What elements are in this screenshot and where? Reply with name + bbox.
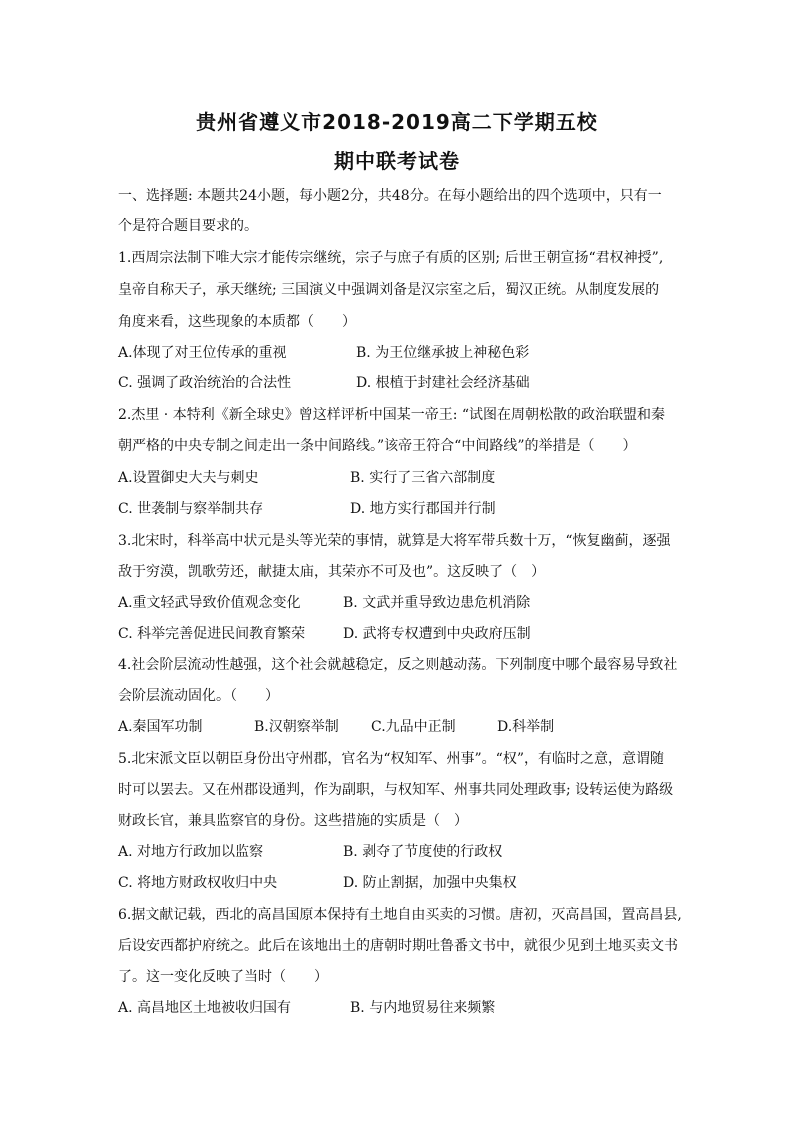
question-6-stem: 后设安西都护府统之。此后在该地出土的唐朝时期吐鲁番文书中，就很少见到土地买卖文书 [118,938,678,954]
question-5-stem: 时可以罢去。又在州郡设通判，作为副职，与权知军、州事共同处理政事; 设转运使为路级 [118,782,674,798]
question-2-option-c: C. 世袭制与察举制共存 [118,501,264,517]
question-3-option-b: B. 文武并重导致边患危机消除 [343,595,531,611]
question-2-option-a: A.设置御史大夫与刺史 [118,470,259,486]
question-6-option-a: A. 高昌地区土地被收归国有 [118,1000,292,1016]
question-4-stem: 会阶层流动固化。（ ） [118,688,279,704]
question-5-option-d: D. 防止割据，加强中央集权 [343,875,517,891]
question-5-stem: 5.北宋派文臣以朝臣身份出守州郡，官名为“权知军、州事”。“权”，有临时之意，意谓随 [118,751,664,767]
question-2-option-d: D. 地方实行郡国并行制 [350,501,496,517]
question-4-option-d: D.科举制 [497,719,555,735]
question-2-stem: 2.杰里 · 本特利《新全球史》曾这样评析中国某一帝王: “试图在周朝松散的政治联盟和秦 [118,407,666,423]
question-5-option-c: C. 将地方财政权收归中央 [118,875,278,891]
question-6-stem: 了。这一变化反映了当时（ ） [118,969,328,985]
question-4-option-b: B.汉朝察举制 [254,719,339,735]
question-3-stem: 3.北宋时，科举高中状元是头等光荣的事情，就算是大将军带兵数十万，“恢复幽蓟，逐强 [118,533,671,549]
question-1-stem: 皇帝自称天子，承天继统; 三国演义中强调刘备是汉宗室之后，蜀汉正统。从制度发展的 [118,282,660,298]
question-3-option-a: A.重文轻武导致价值观念变化 [118,595,301,611]
question-1-option-a: A.体现了对王位传承的重视 [118,345,287,361]
page-title: 贵州省遵义市2018-2019高二下学期五校 [196,110,598,134]
question-4-stem: 4.社会阶层流动性越强，这个社会就越稳定，反之则越动荡。下列制度中哪个最容易导致社 [118,657,678,673]
question-1-stem: 1.西周宗法制下唯大宗才能传宗继统，宗子与庶子有质的区别; 后世王朝宣扬“君权神授”, [118,250,664,266]
section-instructions: 个是符合题目要求的。 [118,218,258,234]
question-6-option-b: B. 与内地贸易往来频繁 [350,1000,496,1016]
section-instructions: 一、选择题: 本题共24小题，每小题2分，共48分。在每小题给出的四个选项中，只有一 [118,188,662,204]
question-1-option-c: C. 强调了政治统治的合法性 [118,375,292,391]
question-6-stem: 6.据文献记载，西北的高昌国原本保持有土地自由买卖的习惯。唐初，灭高昌国，置高昌县, [118,907,682,923]
question-1-stem: 角度来看，这些现象的本质都（ ） [118,314,356,330]
question-2-stem: 朝严格的中央专制之间走出一条中间路线。”该帝王符合“中间路线”的举措是（ ） [118,438,637,454]
question-1-option-d: D. 根植于封建社会经济基础 [356,375,530,391]
question-2-option-b: B. 实行了三省六部制度 [350,470,496,486]
question-4-option-a: A.秦国军功制 [118,719,203,735]
page-subtitle: 期中联考试卷 [334,149,460,173]
question-1-option-b: B. 为王位继承披上神秘色彩 [356,345,530,361]
question-3-option-d: D. 武将专权遭到中央政府压制 [343,626,531,642]
question-5-option-b: B. 剥夺了节度使的行政权 [343,844,503,860]
question-5-option-a: A. 对地方行政加以监察 [118,844,264,860]
question-4-option-c: C.九品中正制 [371,719,456,735]
question-3-stem: 敌于穷漠，凯歌劳还，献捷太庙，其荣亦不可及也”。这反映了（ ） [118,564,546,580]
question-5-stem: 财政长官，兼具监察官的身份。这些措施的实质是（ ） [118,813,468,829]
question-3-option-c: C. 科举完善促进民间教育繁荣 [118,626,306,642]
